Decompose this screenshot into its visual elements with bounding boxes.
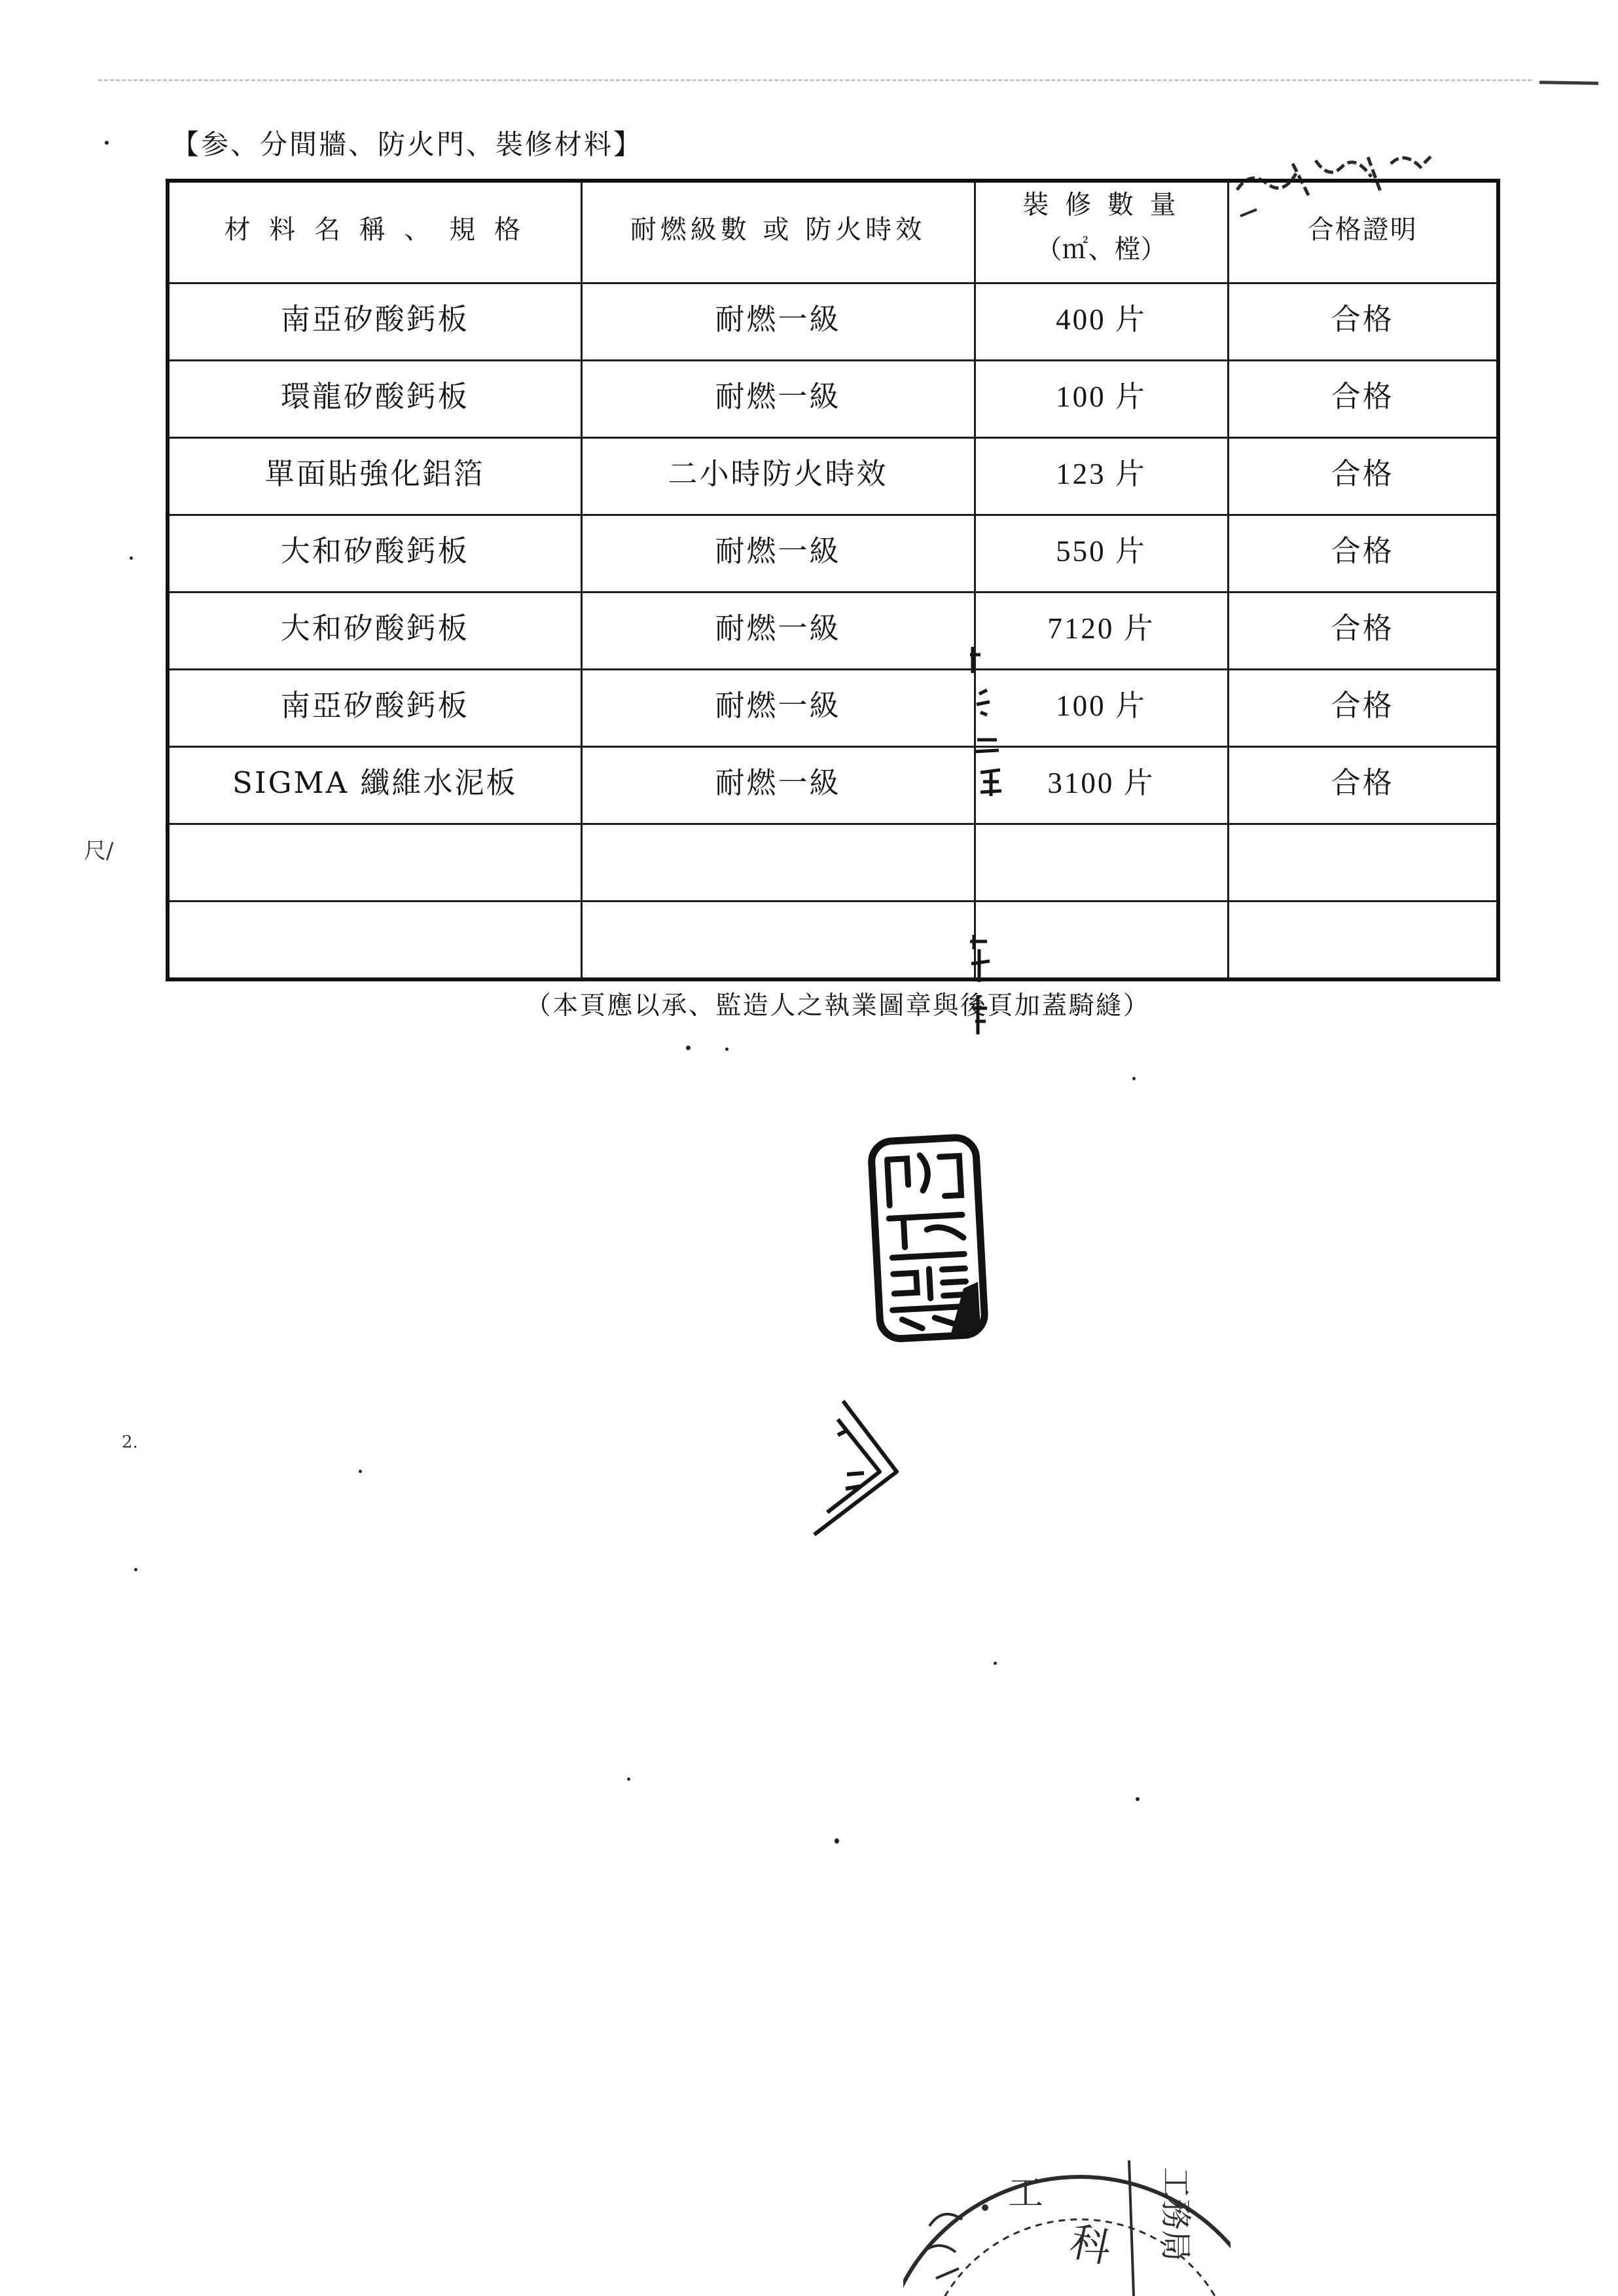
fire-rating-cell: 耐燃一級 (581, 747, 975, 824)
scan-speck (725, 1048, 728, 1051)
table-row (168, 438, 1498, 515)
scan-speck (1136, 1797, 1140, 1801)
scan-speck (627, 1777, 630, 1781)
empty-cell (581, 824, 975, 902)
empty-cell (168, 824, 581, 902)
margin-mark: 2. (122, 1432, 138, 1452)
header-material-name-label: 材 料 名 稱 、 規 格 (224, 214, 526, 245)
scan-speck (686, 1046, 691, 1050)
header-certificate (1228, 181, 1498, 283)
material-name-cell: 環龍矽酸鈣板 (168, 361, 581, 438)
table-row (168, 283, 1498, 361)
footnote: （本頁應以承、監造人之執業圖章與後頁加蓋騎縫） (525, 991, 1151, 1021)
header-material-name (168, 181, 581, 283)
seal-char-2: 科 (1066, 2217, 1116, 2272)
quantity-cell: 3100 片 (975, 747, 1228, 824)
quantity-cell: 550 片 (975, 515, 1228, 592)
seal-char-3: 工務局 (1157, 2167, 1194, 2262)
margin-mark: 尺/ (84, 838, 114, 864)
quantity-cell: 100 片 (975, 361, 1228, 438)
quantity-cell: 123 片 (975, 438, 1228, 515)
certificate-cell: 合格 (1228, 283, 1498, 361)
certificate-cell: 合格 (1228, 438, 1498, 515)
table-row (168, 361, 1498, 438)
scan-speck (134, 1568, 137, 1571)
fire-rating-cell: 耐燃一級 (581, 361, 975, 438)
scan-speck (130, 556, 133, 560)
empty-cell (1228, 824, 1498, 902)
angle-stamp-mark (809, 1396, 907, 1541)
fire-rating-cell: 耐燃一級 (581, 670, 975, 747)
square-seal-stamp (865, 1131, 996, 1347)
empty-cell (168, 902, 581, 980)
section-title: 【参、分間牆、防火門、裝修材料】 (171, 128, 643, 160)
seal-dot (982, 2204, 988, 2211)
material-name-cell: SIGMA 纖維水泥板 (168, 747, 581, 824)
certificate-cell: 合格 (1228, 670, 1498, 747)
header-quantity-label: 裝 修 數 量 (1022, 190, 1180, 220)
quantity-cell: 100 片 (975, 670, 1228, 747)
scan-speck (1132, 1077, 1136, 1080)
scan-speck (994, 1662, 997, 1665)
table-row (168, 592, 1498, 670)
scan-artifact-edge (1539, 81, 1598, 85)
certificate-cell: 合格 (1228, 747, 1498, 824)
header-row (168, 181, 1498, 283)
materials-table (166, 179, 1500, 981)
scan-speck (359, 1470, 362, 1473)
material-name-cell: 大和矽酸鈣板 (168, 592, 581, 670)
scan-speck (105, 141, 109, 145)
round-seal-stamp (903, 2154, 1231, 2296)
table-header (168, 181, 1498, 283)
empty-cell (1228, 902, 1498, 980)
seal-char-1: 工 (1008, 2172, 1043, 2214)
table-row (168, 515, 1498, 592)
scan-speck (835, 1838, 839, 1844)
fire-rating-cell: 耐燃一級 (581, 283, 975, 361)
table-row-empty (168, 902, 1498, 980)
table-row (168, 670, 1498, 747)
header-quantity (975, 181, 1228, 283)
header-quantity-unit: （㎡、樘） (1035, 234, 1167, 264)
header-fire-rating (581, 181, 975, 283)
header-fire-rating-label: 耐燃級數 或 防火時效 (630, 214, 926, 245)
table-row-empty (168, 824, 1498, 902)
quantity-cell: 7120 片 (975, 592, 1228, 670)
certificate-cell: 合格 (1228, 515, 1498, 592)
certificate-cell: 合格 (1228, 592, 1498, 670)
header-certificate-label: 合格證明 (1307, 214, 1418, 245)
fire-rating-cell: 二小時防火時效 (581, 438, 975, 515)
table-body (168, 283, 1498, 980)
quantity-cell: 400 片 (975, 283, 1228, 361)
fire-rating-cell: 耐燃一級 (581, 592, 975, 670)
material-name-cell: 大和矽酸鈣板 (168, 515, 581, 592)
table-row (168, 747, 1498, 824)
scan-artifact-line (98, 79, 1532, 81)
material-name-cell: 南亞矽酸鈣板 (168, 670, 581, 747)
material-name-cell: 單面貼強化鋁箔 (168, 438, 581, 515)
material-name-cell: 南亞矽酸鈣板 (168, 283, 581, 361)
empty-cell (581, 902, 975, 980)
fire-rating-cell: 耐燃一級 (581, 515, 975, 592)
certificate-cell: 合格 (1228, 361, 1498, 438)
